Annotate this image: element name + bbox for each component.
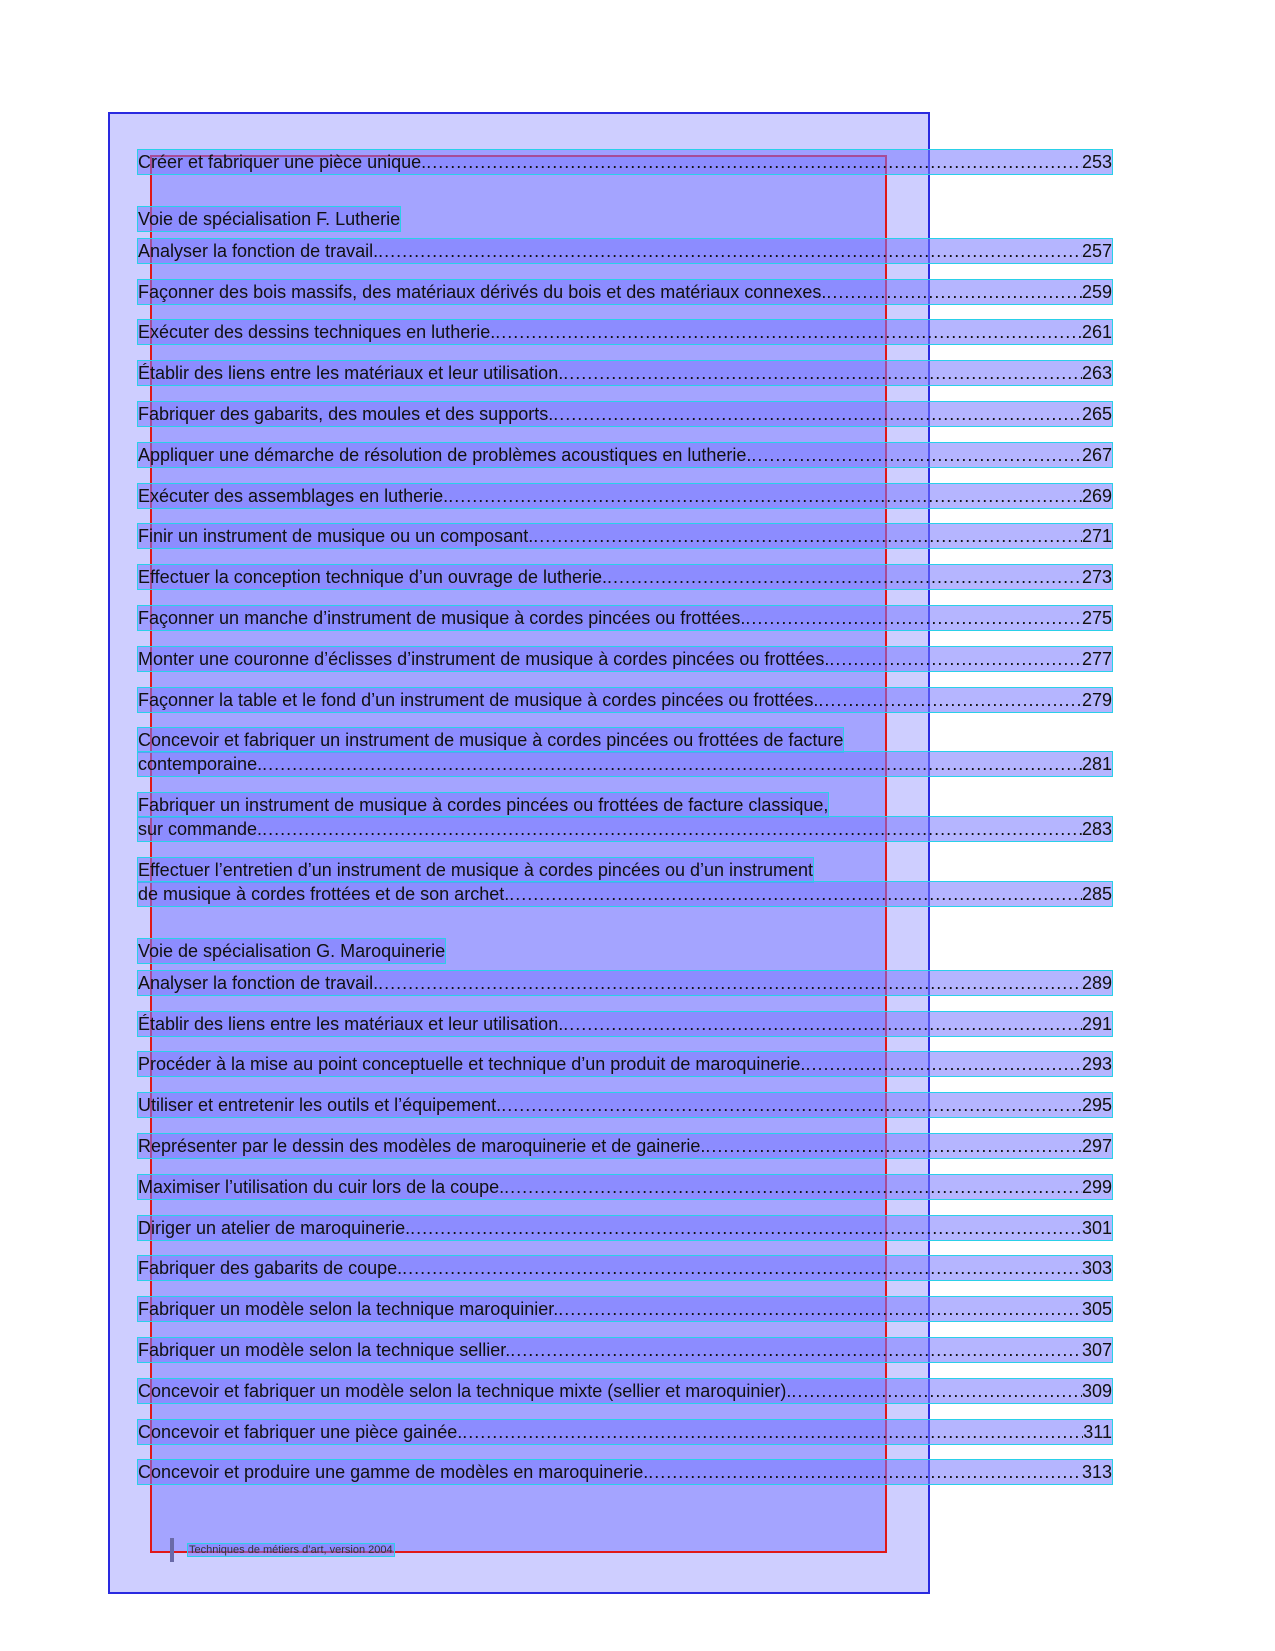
toc-entry-page-number: 281 <box>1081 754 1112 775</box>
toc-entry-page-number: 297 <box>1081 1135 1112 1156</box>
toc-entry-title: Fabriquer un modèle selon la technique maroquinier. <box>138 1299 559 1320</box>
toc-entry[interactable] <box>138 402 1112 426</box>
toc-entry[interactable] <box>138 793 1112 841</box>
dot-leader <box>509 882 1082 906</box>
dot-leader <box>563 361 1082 385</box>
dot-leader <box>426 150 1082 174</box>
page-footer <box>170 1538 394 1562</box>
toc-entry-page-number: 265 <box>1081 403 1112 424</box>
dot-leader <box>262 752 1082 776</box>
dot-leader <box>805 1052 1082 1076</box>
toc-entry-page-number: 285 <box>1081 883 1112 904</box>
dot-leader <box>410 1216 1082 1240</box>
toc-entry[interactable] <box>138 150 1112 174</box>
toc-entry-page-number: 275 <box>1081 607 1112 628</box>
toc-entry[interactable] <box>138 239 1112 263</box>
dot-leader <box>745 606 1082 630</box>
toc-entry-page-number: 283 <box>1081 819 1112 840</box>
toc-entry-title: Fabriquer un modèle selon la technique sellier. <box>138 1339 511 1360</box>
footer-marker <box>170 1538 174 1562</box>
toc-entry-page-number: 253 <box>1081 152 1112 172</box>
toc-entry[interactable] <box>138 484 1112 508</box>
toc-entry-title: contemporaine. <box>138 754 263 775</box>
toc-entry-title: Concevoir et fabriquer un modèle selon la technique mixte (sellier et maroquinier). <box>138 1380 792 1401</box>
toc-entry-title: Créer et fabriquer une pièce unique. <box>138 152 427 172</box>
toc-entry[interactable] <box>138 524 1112 548</box>
toc-entry-page-number: 263 <box>1081 363 1112 384</box>
toc-entry-page-number: 261 <box>1081 322 1112 343</box>
toc-entry-title: sur commande. <box>138 819 263 840</box>
toc-entry[interactable] <box>138 971 1112 995</box>
toc-entry-title-line1: Concevoir et fabriquer un instrument de musique à cordes pincées ou frottées de facture <box>138 730 844 751</box>
dot-leader <box>378 239 1082 263</box>
dot-leader <box>607 565 1082 589</box>
toc-entry[interactable] <box>138 1297 1112 1321</box>
toc-entry-title: Façonner un manche d’instrument de musique à cordes pincées ou frottées. <box>138 607 746 628</box>
toc-entry-page-number: 303 <box>1081 1258 1112 1279</box>
dot-leader <box>829 647 1082 671</box>
toc-entry-page-number: 311 <box>1083 1421 1112 1442</box>
toc-entry-page-number: 279 <box>1081 689 1112 710</box>
toc-entry-title: Analyser la fonction de travail. <box>138 972 379 993</box>
toc-entry-title: Façonner la table et le fond d’un instrument de musique à cordes pincées ou frottées. <box>138 689 819 710</box>
dot-leader <box>791 1379 1082 1403</box>
toc-entry[interactable] <box>138 606 1112 630</box>
toc-entry[interactable] <box>138 443 1112 467</box>
toc-entry-title: Maximiser l’utilisation du cuir lors de la coupe. <box>138 1176 505 1197</box>
toc-entry[interactable] <box>138 1379 1112 1403</box>
toc-entry-title: Exécuter des dessins techniques en lutherie. <box>138 322 496 343</box>
toc-entry[interactable] <box>138 1256 1112 1280</box>
dot-leader <box>533 524 1082 548</box>
toc-entry[interactable] <box>138 565 1112 589</box>
toc-entry-page-number: 277 <box>1081 648 1112 669</box>
toc-entry-page-number: 295 <box>1081 1095 1112 1116</box>
toc-entry[interactable] <box>138 728 1112 776</box>
toc-entry-page-number: 259 <box>1081 281 1112 302</box>
toc-entry-page-number: 289 <box>1081 972 1112 993</box>
toc-entry[interactable] <box>138 1216 1112 1240</box>
dot-leader <box>378 971 1082 995</box>
toc-entry-page-number: 293 <box>1081 1054 1112 1075</box>
toc-entry-title: Analyser la fonction de travail. <box>138 240 379 261</box>
toc-entry[interactable] <box>138 1093 1112 1117</box>
toc-entry-page-number: 267 <box>1081 444 1112 465</box>
toc-entry-page-number: 307 <box>1081 1339 1112 1360</box>
toc-entry-title: Exécuter des assemblages en lutherie. <box>138 485 449 506</box>
toc-entry-title-line1: Effectuer l’entretien d’un instrument de musique à cordes pincées ou d’un instrument <box>138 859 814 880</box>
toc-entry[interactable] <box>138 858 1112 906</box>
toc-entry-page-number: 309 <box>1081 1380 1112 1401</box>
dot-leader <box>818 688 1082 712</box>
dot-leader <box>563 1012 1082 1036</box>
toc-entry-page-number: 301 <box>1081 1217 1112 1238</box>
toc-entry-title: de musique à cordes frottées et de son archet. <box>138 883 510 904</box>
toc-entry[interactable] <box>138 1460 1112 1484</box>
dot-leader <box>262 817 1082 841</box>
dot-leader <box>448 484 1082 508</box>
toc-entry-title: Appliquer une démarche de résolution de problèmes acoustiques en lutherie. <box>138 444 752 465</box>
toc-entry-title: Concevoir et fabriquer une pièce gainée. <box>138 1421 463 1442</box>
toc-entry-page-number: 271 <box>1081 526 1112 547</box>
section-heading: Voie de spécialisation F. Lutherie <box>138 208 401 229</box>
toc-entry[interactable] <box>138 647 1112 671</box>
table-of-contents <box>138 150 1112 1501</box>
toc-entry-page-number: 273 <box>1081 567 1112 588</box>
footer-text: Techniques de métiers d’art, version 2004 <box>189 1544 393 1556</box>
toc-entry-title: Finir un instrument de musique ou un composant. <box>138 526 534 547</box>
toc-entry-title: Concevoir et produire une gamme de modèles en maroquinerie. <box>138 1462 649 1483</box>
toc-entry-title: Utiliser et entretenir les outils et l’équipement. <box>138 1095 502 1116</box>
toc-entry-page-number: 305 <box>1081 1299 1112 1320</box>
toc-entry-page-number: 299 <box>1081 1176 1112 1197</box>
toc-entry-title: Établir des liens entre les matériaux et leur utilisation. <box>138 363 564 384</box>
dot-leader <box>495 320 1082 344</box>
dot-leader <box>648 1460 1082 1484</box>
dot-leader <box>826 280 1082 304</box>
dot-leader <box>553 402 1082 426</box>
toc-entry[interactable] <box>138 688 1112 712</box>
toc-entry-title: Représenter par le dessin des modèles de maroquinerie et de gainerie. <box>138 1135 706 1156</box>
toc-entry-title: Façonner des bois massifs, des matériaux dérivés du bois et des matériaux connexes. <box>138 281 827 302</box>
toc-entry[interactable] <box>138 1134 1112 1158</box>
toc-entry-title: Diriger un atelier de maroquinerie. <box>138 1217 411 1238</box>
toc-entry[interactable] <box>138 1338 1112 1362</box>
dot-leader <box>462 1420 1083 1444</box>
toc-entry-title: Fabriquer des gabarits de coupe. <box>138 1258 403 1279</box>
toc-entry-title: Effectuer la conception technique d’un ouvrage de lutherie. <box>138 567 607 588</box>
toc-entry-title: Fabriquer des gabarits, des moules et des supports. <box>138 403 554 424</box>
toc-entry[interactable] <box>138 320 1112 344</box>
dot-leader <box>751 443 1082 467</box>
dot-leader <box>510 1338 1082 1362</box>
toc-entry[interactable] <box>138 280 1112 304</box>
toc-entry-page-number: 313 <box>1081 1462 1112 1483</box>
toc-entry[interactable] <box>138 1420 1112 1444</box>
toc-entry-page-number: 291 <box>1081 1013 1112 1034</box>
toc-entry-title: Monter une couronne d’éclisses d’instrument de musique à cordes pincées ou frottées. <box>138 648 830 669</box>
dot-leader <box>558 1297 1082 1321</box>
toc-entry[interactable] <box>138 1052 1112 1076</box>
dot-leader <box>402 1256 1082 1280</box>
toc-entry-page-number: 257 <box>1081 240 1112 261</box>
section-heading: Voie de spécialisation G. Maroquinerie <box>138 940 446 961</box>
toc-entry[interactable] <box>138 1012 1112 1036</box>
dot-leader <box>705 1134 1082 1158</box>
dot-leader <box>504 1175 1082 1199</box>
toc-entry-page-number: 269 <box>1081 485 1112 506</box>
toc-entry-title: Établir des liens entre les matériaux et leur utilisation. <box>138 1013 564 1034</box>
toc-entry-title: Procéder à la mise au point conceptuelle et technique d’un produit de maroquinerie. <box>138 1054 806 1075</box>
toc-entry[interactable] <box>138 1175 1112 1199</box>
dot-leader <box>501 1093 1082 1117</box>
toc-entry[interactable] <box>138 361 1112 385</box>
toc-entry-title-line1: Fabriquer un instrument de musique à cordes pincées ou frottées de facture classique, <box>138 795 829 816</box>
